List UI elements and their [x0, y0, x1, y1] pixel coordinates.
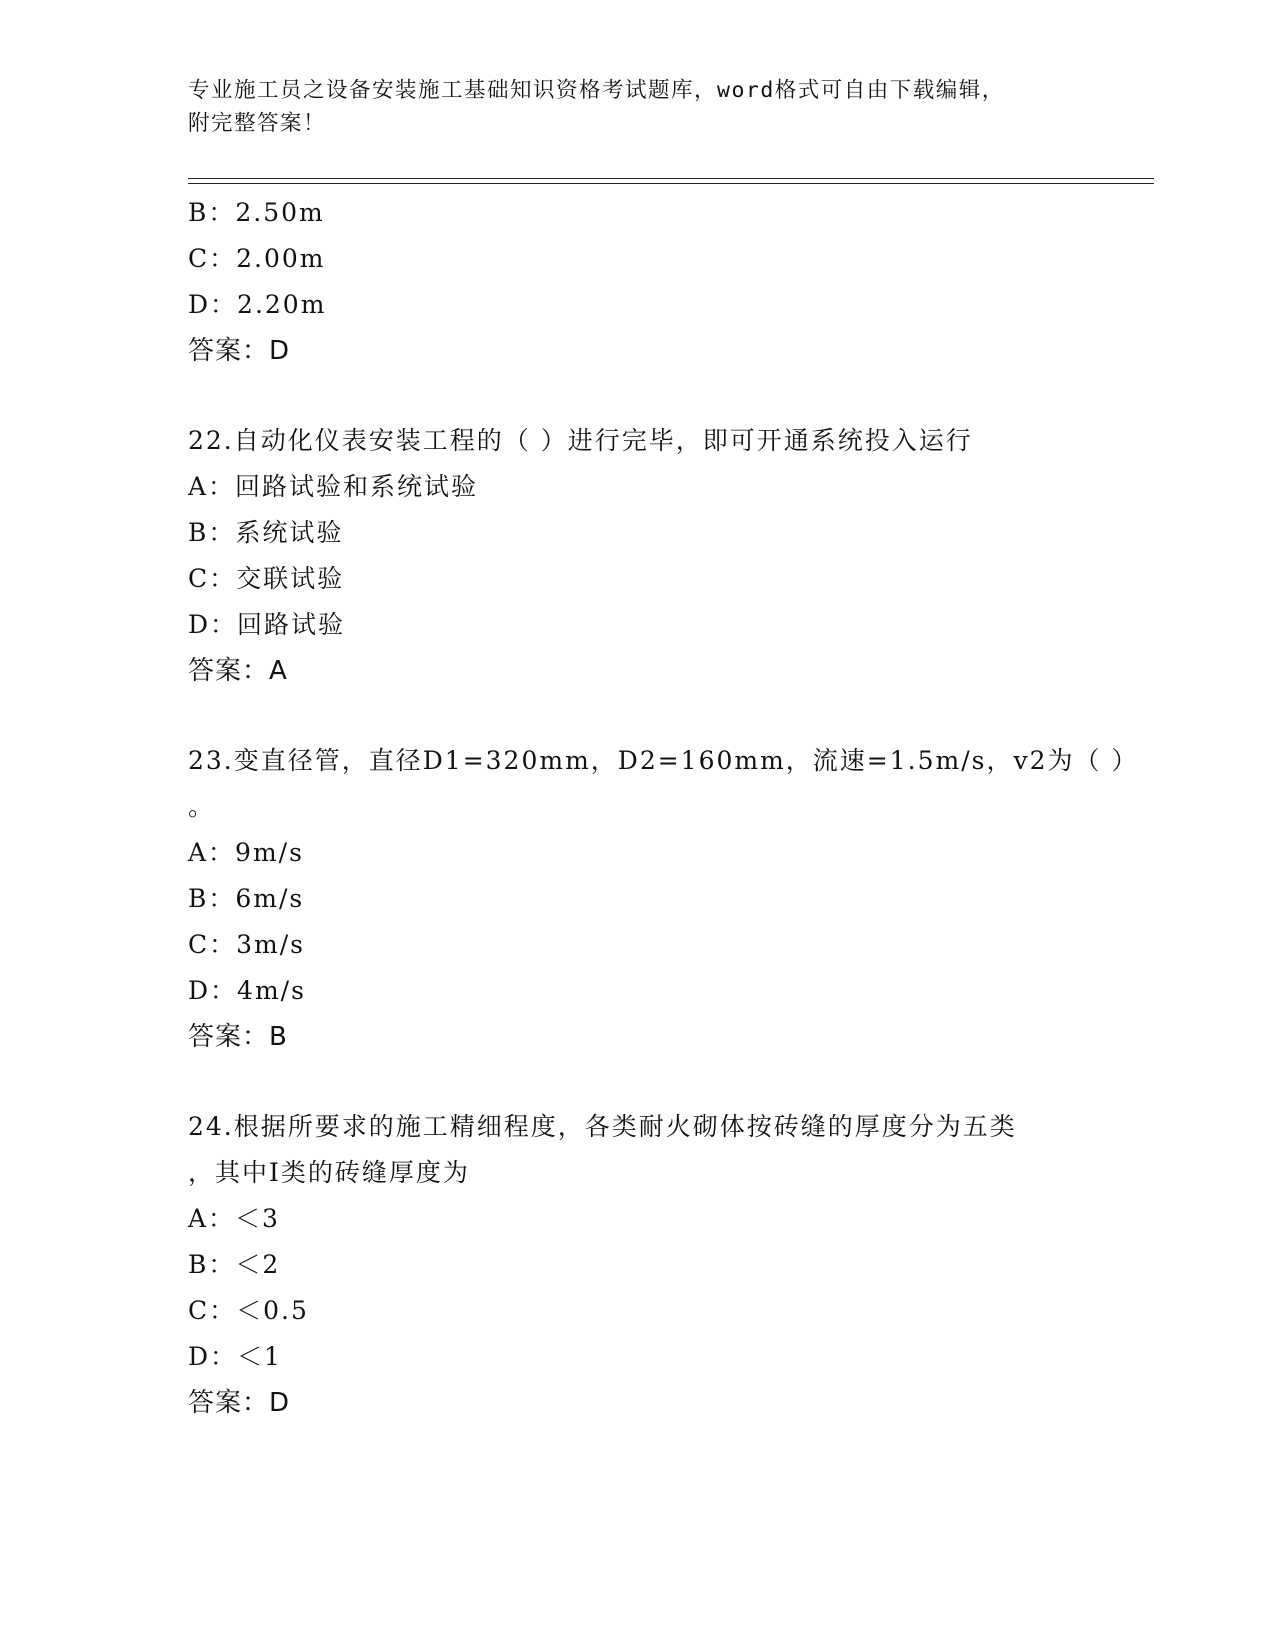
header-line-2: 附完整答案！ [188, 111, 327, 136]
question-stem-line: 23.变直径管，直径D1=320mm，D2=160mm，流速=1.5m/s，v2为（ ） [188, 746, 1139, 775]
question-21-tail [188, 190, 1088, 374]
answer-line: 答案：D [188, 1388, 291, 1418]
option-b: B：系统试验 [188, 518, 344, 547]
option-a: A：9m/s [188, 838, 304, 867]
option-a: A：回路试验和系统试验 [188, 472, 479, 501]
option-d: D：回路试验 [188, 610, 346, 639]
spacer [188, 1060, 1088, 1104]
option-c: C：＜0.5 [188, 1296, 309, 1325]
option-a: A：＜3 [188, 1204, 280, 1233]
option-b: B：6m/s [188, 884, 305, 913]
question-stem-line: 22.自动化仪表安装工程的（ ）进行完毕，即可开通系统投入运行 [188, 426, 973, 455]
option-d: D：4m/s [188, 976, 306, 1005]
spacer [188, 694, 1088, 738]
option-b: B：＜2 [188, 1250, 281, 1279]
question-23 [188, 738, 1139, 1060]
question-stem [188, 418, 1088, 464]
spacer [188, 374, 1088, 418]
option-c: C：2.00m [188, 244, 326, 273]
answer-line: 答案：D [188, 336, 291, 366]
option-d: D：2.20m [188, 290, 327, 319]
question-24 [188, 1104, 1088, 1426]
question-list [188, 190, 1139, 1426]
answer-line: 答案：A [188, 656, 288, 686]
option-d: D：＜1 [188, 1342, 282, 1371]
header-rule-bottom [188, 183, 1154, 184]
question-stem-line: 24.根据所要求的施工精细程度，各类耐火砌体按砖缝的厚度分为五类 [188, 1112, 1017, 1141]
option-c: C：交联试验 [188, 564, 345, 593]
answer-line: 答案：B [188, 1022, 288, 1052]
question-stem-line: 。 [188, 792, 216, 821]
question-22 [188, 418, 1088, 694]
document-header [188, 74, 1068, 140]
header-rule-top [188, 178, 1154, 179]
question-stem [188, 738, 1139, 830]
option-b: B：2.50m [188, 198, 325, 227]
option-c: C：3m/s [188, 930, 305, 959]
question-stem-line: ，其中I类的砖缝厚度为 [188, 1158, 470, 1187]
question-stem [188, 1104, 1088, 1196]
header-line-1: 专业施工员之设备安装施工基础知识资格考试题库，word格式可自由下载编辑， [188, 78, 1005, 103]
